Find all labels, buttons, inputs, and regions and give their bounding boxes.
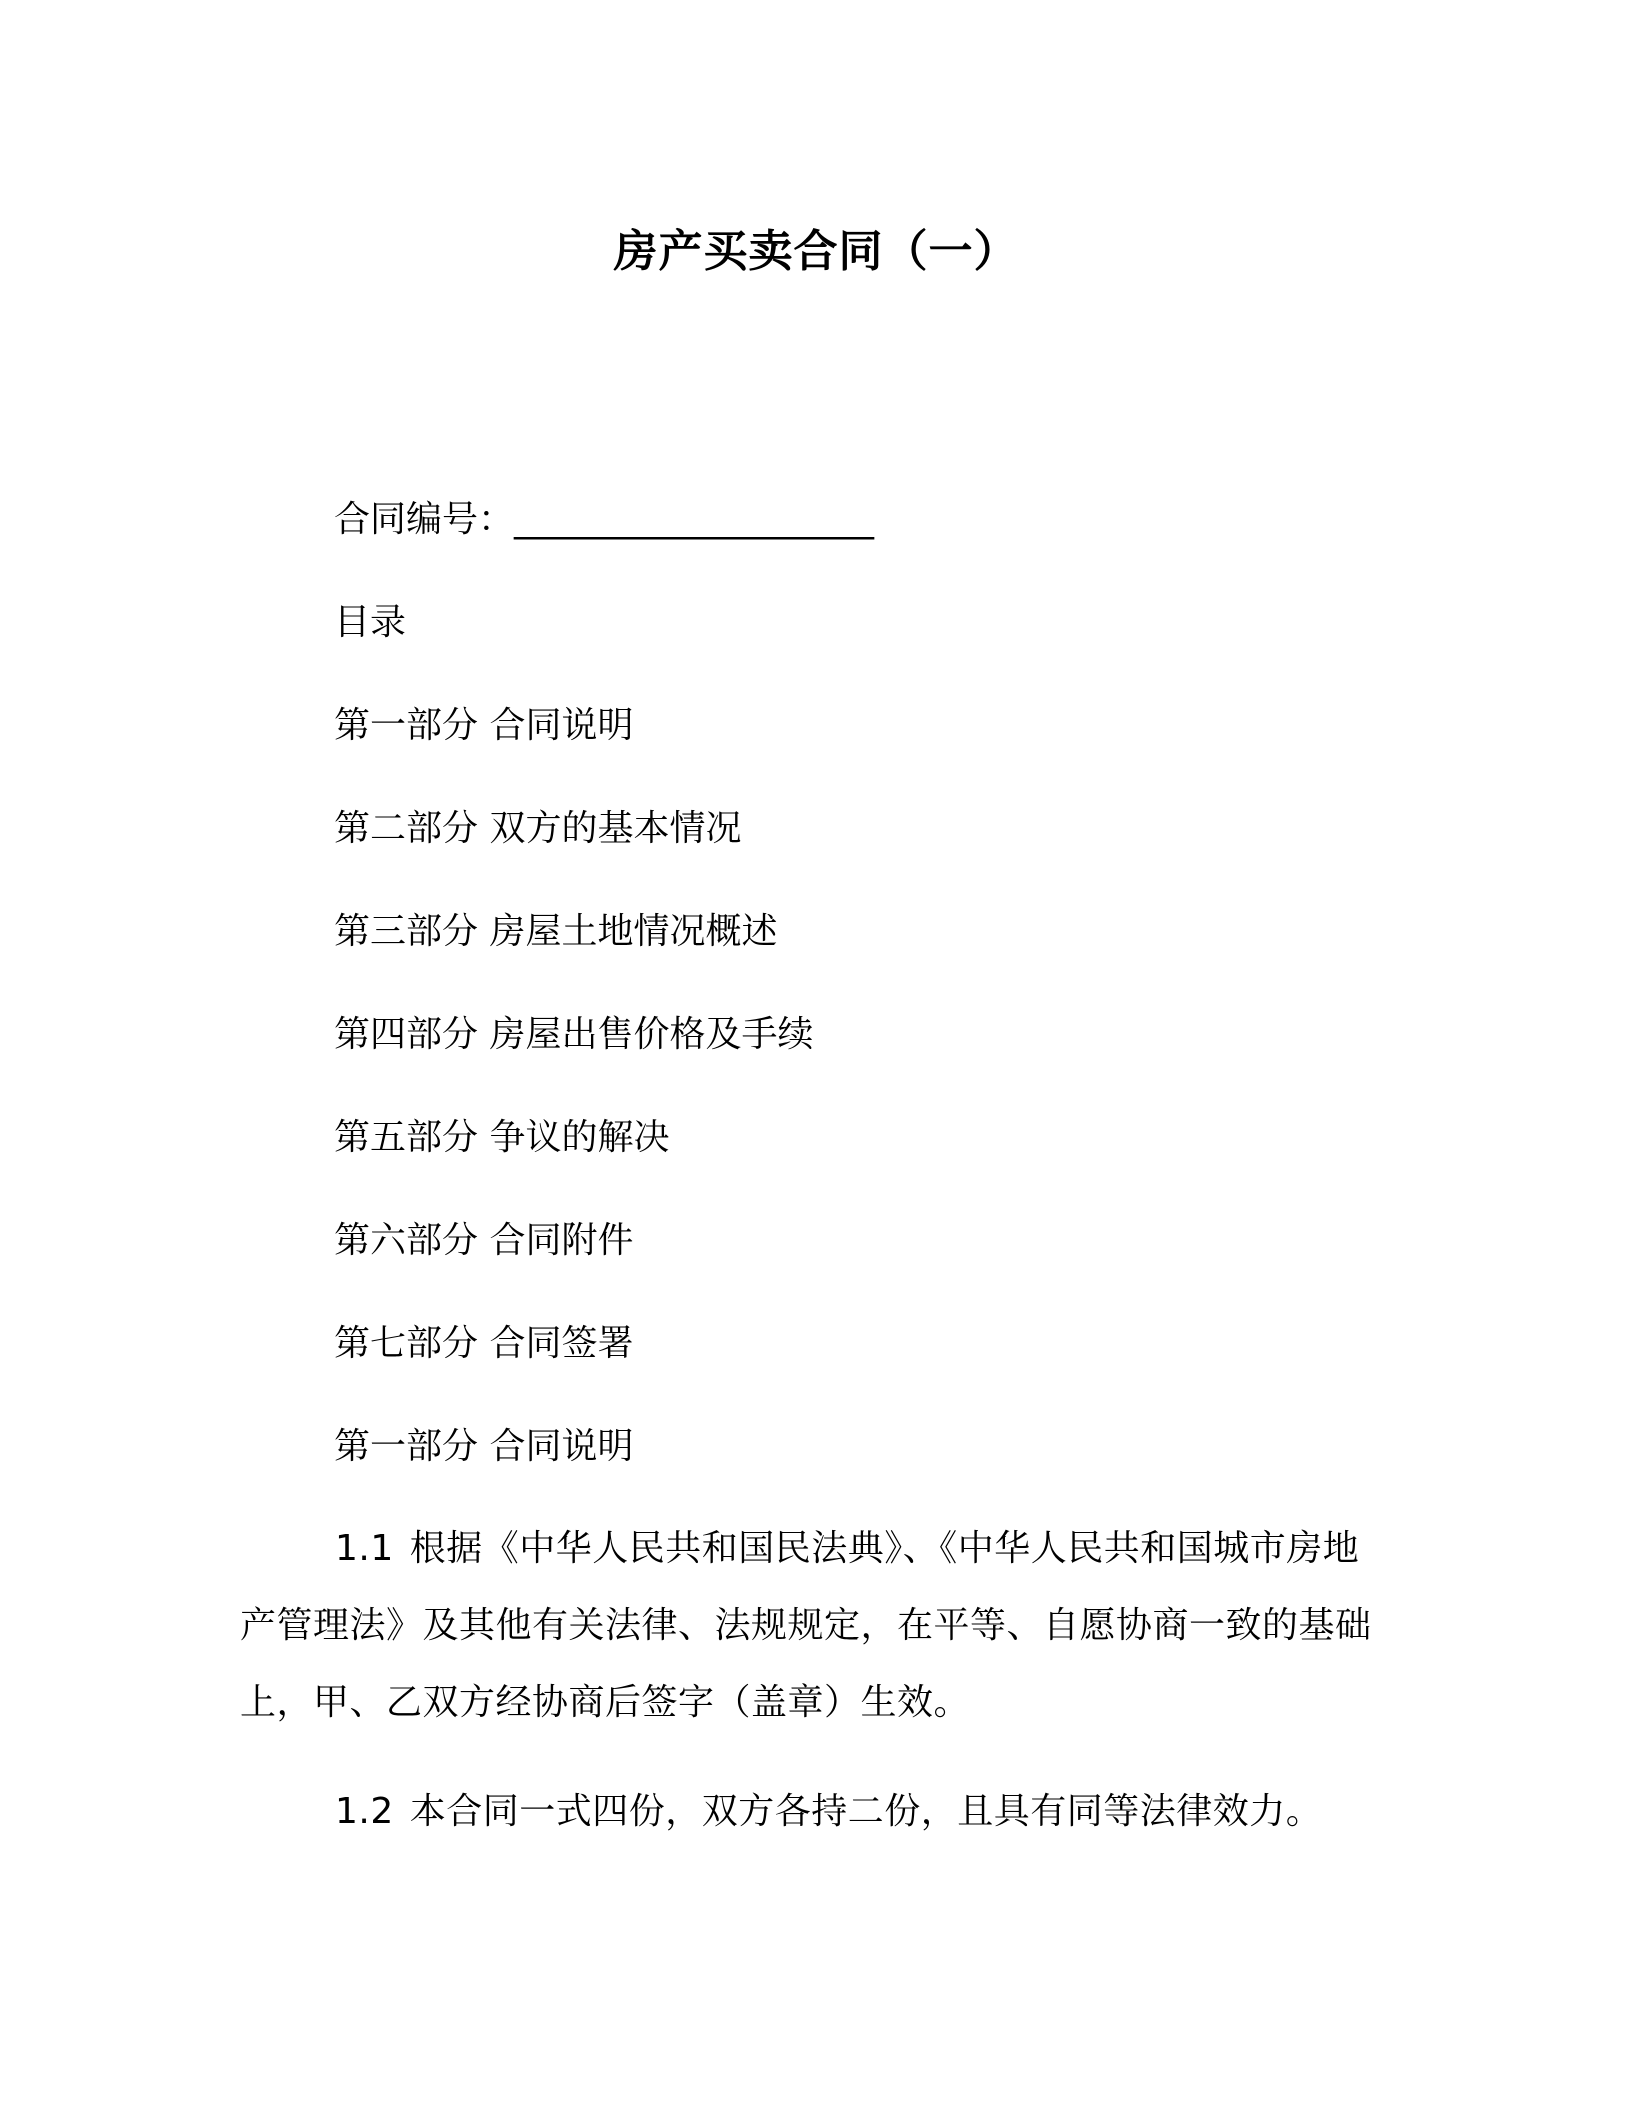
toc-item-part-6: 第六部分 合同附件 (334, 1220, 634, 1261)
toc-item-part-4: 第四部分 房屋出售价格及手续 (334, 1014, 814, 1055)
contract-number-line: 合同编号：____________________ (334, 499, 875, 540)
clause-text: 根据《中华人民共和国民法典》、《中华人民共和国城市房地产管理法》及其他有关法律、法规规定，在平等、自愿协商一致的基础上，甲、乙双方经协商后签字（盖章）生效。 (240, 1528, 1372, 1723)
toc-heading: 目录 (334, 602, 407, 643)
clause-number: 1.2 (335, 1791, 394, 1832)
toc-item-part-3: 第三部分 房屋土地情况概述 (334, 911, 778, 952)
toc-item-part-1: 第一部分 合同说明 (334, 705, 634, 746)
clause-1-1 (240, 1510, 1380, 1741)
toc-item-part-7: 第七部分 合同签署 (334, 1323, 634, 1364)
clause-text: 本合同一式四份，双方各持二份，且具有同等法律效力。 (409, 1791, 1323, 1832)
clause-number: 1.1 (335, 1528, 394, 1569)
section-heading: 第一部分 合同说明 (334, 1426, 634, 1467)
toc-item-part-5: 第五部分 争议的解决 (334, 1117, 670, 1158)
clause-1-2 (240, 1773, 1380, 1850)
toc-item-part-2: 第二部分 双方的基本情况 (334, 808, 742, 849)
document-title: 房产买卖合同（一） (613, 226, 1019, 277)
